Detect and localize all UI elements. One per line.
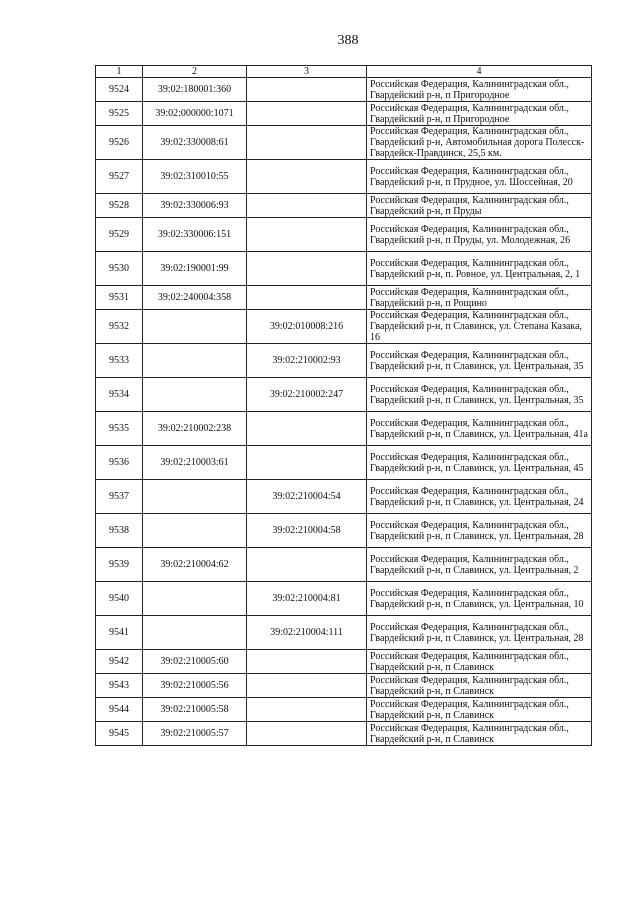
address-cell: Российская Федерация, Калининградская обл., Гвардейский р-н, п Славинск, ул. Центральная, 35 — [367, 378, 592, 412]
building-cadastral-number-cell: 39:02:010008:216 — [247, 310, 367, 344]
address-cell: Российская Федерация, Калининградская обл., Гвардейский р-н, п Славинск — [367, 650, 592, 674]
building-cadastral-number-cell — [247, 194, 367, 218]
cadastral-number-cell: 39:02:330006:151 — [143, 218, 247, 252]
cadastral-number-cell: 39:02:240004:358 — [143, 286, 247, 310]
cadastral-number-cell: 39:02:210005:60 — [143, 650, 247, 674]
table-row — [96, 194, 592, 218]
table-row — [96, 616, 592, 650]
row-number-cell: 9540 — [96, 582, 143, 616]
cadastral-number-cell — [143, 514, 247, 548]
building-cadastral-number-cell — [247, 160, 367, 194]
table-row — [96, 102, 592, 126]
table-row — [96, 126, 592, 160]
registry-table — [95, 65, 592, 746]
row-number-cell: 9524 — [96, 78, 143, 102]
table-row — [96, 252, 592, 286]
building-cadastral-number-cell: 39:02:210004:54 — [247, 480, 367, 514]
row-number-cell: 9532 — [96, 310, 143, 344]
cadastral-number-cell: 39:02:330008:61 — [143, 126, 247, 160]
row-number-cell: 9526 — [96, 126, 143, 160]
cadastral-number-cell: 39:02:210003:61 — [143, 446, 247, 480]
column-header: 1 — [96, 66, 143, 78]
building-cadastral-number-cell — [247, 674, 367, 698]
row-number-cell: 9533 — [96, 344, 143, 378]
row-number-cell: 9535 — [96, 412, 143, 446]
building-cadastral-number-cell — [247, 78, 367, 102]
table-row — [96, 582, 592, 616]
address-cell: Российская Федерация, Калининградская обл., Гвардейский р-н, п Славинск — [367, 698, 592, 722]
table-row — [96, 698, 592, 722]
row-number-cell: 9525 — [96, 102, 143, 126]
row-number-cell: 9527 — [96, 160, 143, 194]
cadastral-number-cell — [143, 582, 247, 616]
cadastral-number-cell — [143, 310, 247, 344]
table-row — [96, 218, 592, 252]
address-cell: Российская Федерация, Калининградская обл., Гвардейский р-н, п Славинск, ул. Степана Казака, 16 — [367, 310, 592, 344]
building-cadastral-number-cell — [247, 722, 367, 746]
table-row — [96, 548, 592, 582]
cadastral-number-cell: 39:02:000000:1071 — [143, 102, 247, 126]
row-number-cell: 9539 — [96, 548, 143, 582]
table-row — [96, 514, 592, 548]
cadastral-number-cell: 39:02:210004:62 — [143, 548, 247, 582]
building-cadastral-number-cell — [247, 102, 367, 126]
table-row — [96, 674, 592, 698]
table-row — [96, 412, 592, 446]
address-cell: Российская Федерация, Калининградская обл., Гвардейский р-н, п Славинск, ул. Центральная, 28 — [367, 514, 592, 548]
column-number-row — [96, 66, 592, 78]
row-number-cell: 9544 — [96, 698, 143, 722]
address-cell: Российская Федерация, Калининградская обл., Гвардейский р-н, п Пригородное — [367, 102, 592, 126]
row-number-cell: 9534 — [96, 378, 143, 412]
building-cadastral-number-cell: 39:02:210004:81 — [247, 582, 367, 616]
table-row — [96, 344, 592, 378]
column-header: 4 — [367, 66, 592, 78]
table-row — [96, 378, 592, 412]
row-number-cell: 9536 — [96, 446, 143, 480]
cadastral-number-cell: 39:02:210005:57 — [143, 722, 247, 746]
building-cadastral-number-cell — [247, 252, 367, 286]
address-cell: Российская Федерация, Калининградская обл., Гвардейский р-н, п Славинск — [367, 674, 592, 698]
building-cadastral-number-cell: 39:02:210002:93 — [247, 344, 367, 378]
building-cadastral-number-cell: 39:02:210004:58 — [247, 514, 367, 548]
row-number-cell: 9530 — [96, 252, 143, 286]
building-cadastral-number-cell — [247, 218, 367, 252]
address-cell: Российская Федерация, Калининградская обл., Гвардейский р-н, п Рощино — [367, 286, 592, 310]
address-cell: Российская Федерация, Калининградская обл., Гвардейский р-н, п Славинск — [367, 722, 592, 746]
table-row — [96, 722, 592, 746]
column-header: 2 — [143, 66, 247, 78]
cadastral-number-cell — [143, 378, 247, 412]
cadastral-number-cell — [143, 480, 247, 514]
column-header: 3 — [247, 66, 367, 78]
table-row — [96, 78, 592, 102]
row-number-cell: 9531 — [96, 286, 143, 310]
address-cell: Российская Федерация, Калининградская обл., Гвардейский р-н, п Прудное, ул. Шоссейная, 20 — [367, 160, 592, 194]
address-cell: Российская Федерация, Калининградская обл., Гвардейский р-н, п Славинск, ул. Центральная, 45 — [367, 446, 592, 480]
cadastral-number-cell: 39:02:310010:55 — [143, 160, 247, 194]
address-cell: Российская Федерация, Калининградская обл., Гвардейский р-н, п Пригородное — [367, 78, 592, 102]
address-cell: Российская Федерация, Калининградская обл., Гвардейский р-н, п Пруды — [367, 194, 592, 218]
address-cell: Российская Федерация, Калининградская обл., Гвардейский р-н, п Славинск, ул. Центральная, 41а — [367, 412, 592, 446]
row-number-cell: 9543 — [96, 674, 143, 698]
building-cadastral-number-cell: 39:02:210002:247 — [247, 378, 367, 412]
cadastral-number-cell: 39:02:180001:360 — [143, 78, 247, 102]
address-cell: Российская Федерация, Калининградская обл., Гвардейский р-н, п Славинск, ул. Центральная, 24 — [367, 480, 592, 514]
address-cell: Российская Федерация, Калининградская обл., Гвардейский р-н, п. Ровное, ул. Центральная, 2, 1 — [367, 252, 592, 286]
address-cell: Российская Федерация, Калининградская обл., Гвардейский р-н, п Славинск, ул. Центральная, 10 — [367, 582, 592, 616]
address-cell: Российская Федерация, Калининградская обл., Гвардейский р-н, п Пруды, ул. Молодежная, 26 — [367, 218, 592, 252]
row-number-cell: 9528 — [96, 194, 143, 218]
building-cadastral-number-cell — [247, 412, 367, 446]
row-number-cell: 9529 — [96, 218, 143, 252]
address-cell: Российская Федерация, Калининградская обл., Гвардейский р-н, п Славинск, ул. Центральная, 28 — [367, 616, 592, 650]
cadastral-number-cell: 39:02:210005:58 — [143, 698, 247, 722]
table-row — [96, 286, 592, 310]
building-cadastral-number-cell — [247, 698, 367, 722]
row-number-cell: 9542 — [96, 650, 143, 674]
cadastral-number-cell: 39:02:190001:99 — [143, 252, 247, 286]
cadastral-number-cell — [143, 616, 247, 650]
page-number: 388 — [337, 33, 359, 48]
cadastral-number-cell: 39:02:210005:56 — [143, 674, 247, 698]
building-cadastral-number-cell — [247, 650, 367, 674]
table-row — [96, 310, 592, 344]
address-cell: Российская Федерация, Калининградская обл., Гвардейский р-н, п Славинск, ул. Центральная, 35 — [367, 344, 592, 378]
row-number-cell: 9541 — [96, 616, 143, 650]
table-row — [96, 480, 592, 514]
row-number-cell: 9538 — [96, 514, 143, 548]
address-cell: Российская Федерация, Калининградская обл., Гвардейский р-н, Автомобильная дорога Полесск-Гвардейск-Правдинск, 25,5 км. — [367, 126, 592, 160]
row-number-cell: 9537 — [96, 480, 143, 514]
building-cadastral-number-cell — [247, 446, 367, 480]
building-cadastral-number-cell — [247, 548, 367, 582]
address-cell: Российская Федерация, Калининградская обл., Гвардейский р-н, п Славинск, ул. Центральная, 2 — [367, 548, 592, 582]
table-row — [96, 650, 592, 674]
row-number-cell: 9545 — [96, 722, 143, 746]
table-row — [96, 160, 592, 194]
table-row — [96, 446, 592, 480]
cadastral-number-cell: 39:02:210002:238 — [143, 412, 247, 446]
building-cadastral-number-cell: 39:02:210004:111 — [247, 616, 367, 650]
building-cadastral-number-cell — [247, 126, 367, 160]
cadastral-number-cell: 39:02:330006:93 — [143, 194, 247, 218]
cadastral-number-cell — [143, 344, 247, 378]
building-cadastral-number-cell — [247, 286, 367, 310]
